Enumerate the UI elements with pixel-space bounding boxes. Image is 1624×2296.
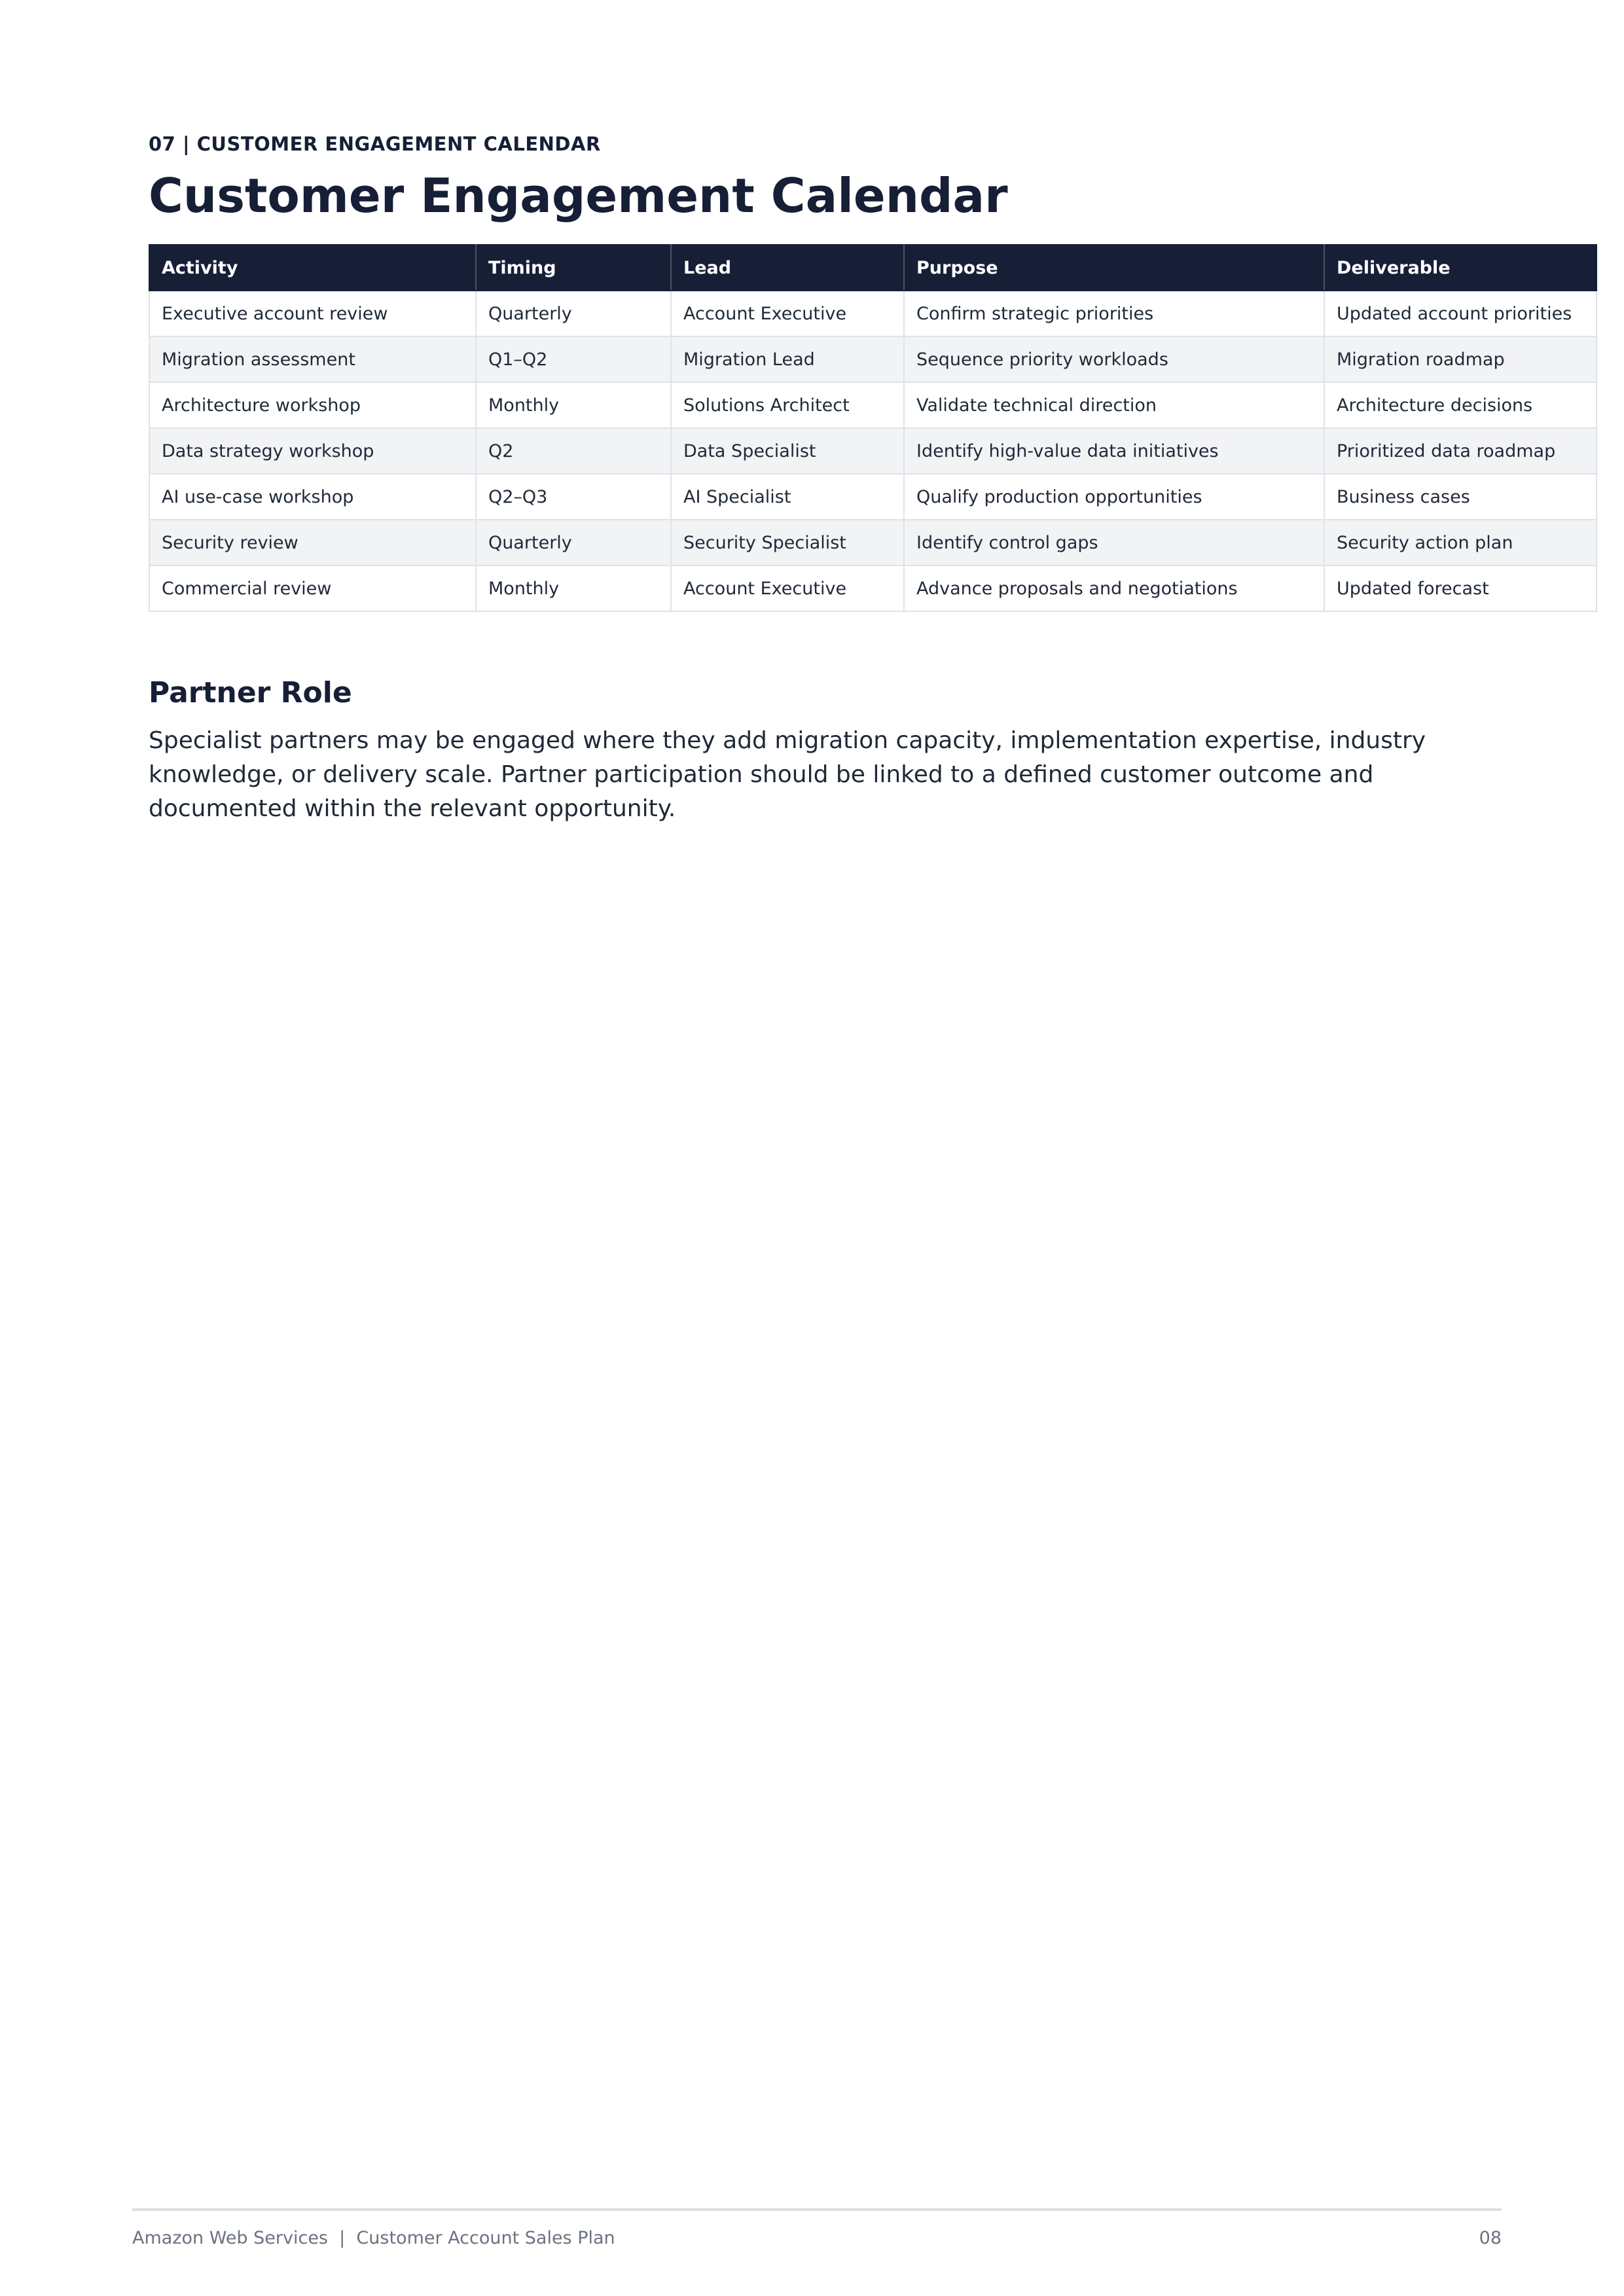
page-title: Customer Engagement Calendar	[149, 168, 1008, 223]
cell-activity: Commercial review	[149, 565, 476, 611]
cell-timing: Quarterly	[476, 291, 671, 336]
cell-purpose: Advance proposals and negotiations	[904, 565, 1324, 611]
cell-deliverable: Business cases	[1324, 474, 1597, 520]
footer-document-label: Amazon Web Services | Customer Account Sales Plan	[132, 2228, 615, 2248]
column-header-timing: Timing	[476, 245, 671, 291]
table-row	[149, 520, 1597, 565]
cell-activity: AI use-case workshop	[149, 474, 476, 520]
cell-timing: Monthly	[476, 565, 671, 611]
page-number: 08	[1479, 2228, 1502, 2248]
table-row	[149, 336, 1597, 382]
cell-timing: Monthly	[476, 382, 671, 428]
cell-deliverable: Updated account priorities	[1324, 291, 1597, 336]
engagement-calendar-table	[149, 244, 1597, 612]
column-header-deliverable: Deliverable	[1324, 245, 1597, 291]
cell-lead: Account Executive	[671, 565, 904, 611]
cell-deliverable: Updated forecast	[1324, 565, 1597, 611]
cell-lead: AI Specialist	[671, 474, 904, 520]
cell-activity: Executive account review	[149, 291, 476, 336]
cell-lead: Solutions Architect	[671, 382, 904, 428]
table-row	[149, 565, 1597, 611]
cell-purpose: Qualify production opportunities	[904, 474, 1324, 520]
partner-role-paragraph: Specialist partners may be engaged where they add migration capacity, implementation expertise, industry knowledge, or delivery scale. Partner participation should be linked to a defined customer outcome and documented within the relevant opportunity.	[149, 727, 1426, 822]
cell-activity: Data strategy workshop	[149, 428, 476, 474]
cell-timing: Quarterly	[476, 520, 671, 565]
cell-deliverable: Prioritized data roadmap	[1324, 428, 1597, 474]
table-row	[149, 474, 1597, 520]
cell-lead: Security Specialist	[671, 520, 904, 565]
table-row	[149, 428, 1597, 474]
column-header-purpose: Purpose	[904, 245, 1324, 291]
section-eyebrow: 07 | CUSTOMER ENGAGEMENT CALENDAR	[149, 133, 601, 155]
cell-activity: Migration assessment	[149, 336, 476, 382]
cell-purpose: Identify control gaps	[904, 520, 1324, 565]
cell-lead: Account Executive	[671, 291, 904, 336]
cell-timing: Q2–Q3	[476, 474, 671, 520]
cell-purpose: Validate technical direction	[904, 382, 1324, 428]
cell-deliverable: Security action plan	[1324, 520, 1597, 565]
cell-purpose: Identify high-value data initiatives	[904, 428, 1324, 474]
cell-lead: Migration Lead	[671, 336, 904, 382]
cell-timing: Q2	[476, 428, 671, 474]
cell-deliverable: Migration roadmap	[1324, 336, 1597, 382]
table-header-row	[149, 245, 1597, 291]
table-row	[149, 382, 1597, 428]
cell-deliverable: Architecture decisions	[1324, 382, 1597, 428]
cell-lead: Data Specialist	[671, 428, 904, 474]
column-header-activity: Activity	[149, 245, 476, 291]
table-row	[149, 291, 1597, 336]
cell-timing: Q1–Q2	[476, 336, 671, 382]
cell-purpose: Sequence priority workloads	[904, 336, 1324, 382]
cell-activity: Security review	[149, 520, 476, 565]
cell-purpose: Confirm strategic priorities	[904, 291, 1324, 336]
cell-activity: Architecture workshop	[149, 382, 476, 428]
column-header-lead: Lead	[671, 245, 904, 291]
partner-role-heading: Partner Role	[149, 676, 352, 709]
footer-divider	[132, 2208, 1502, 2211]
